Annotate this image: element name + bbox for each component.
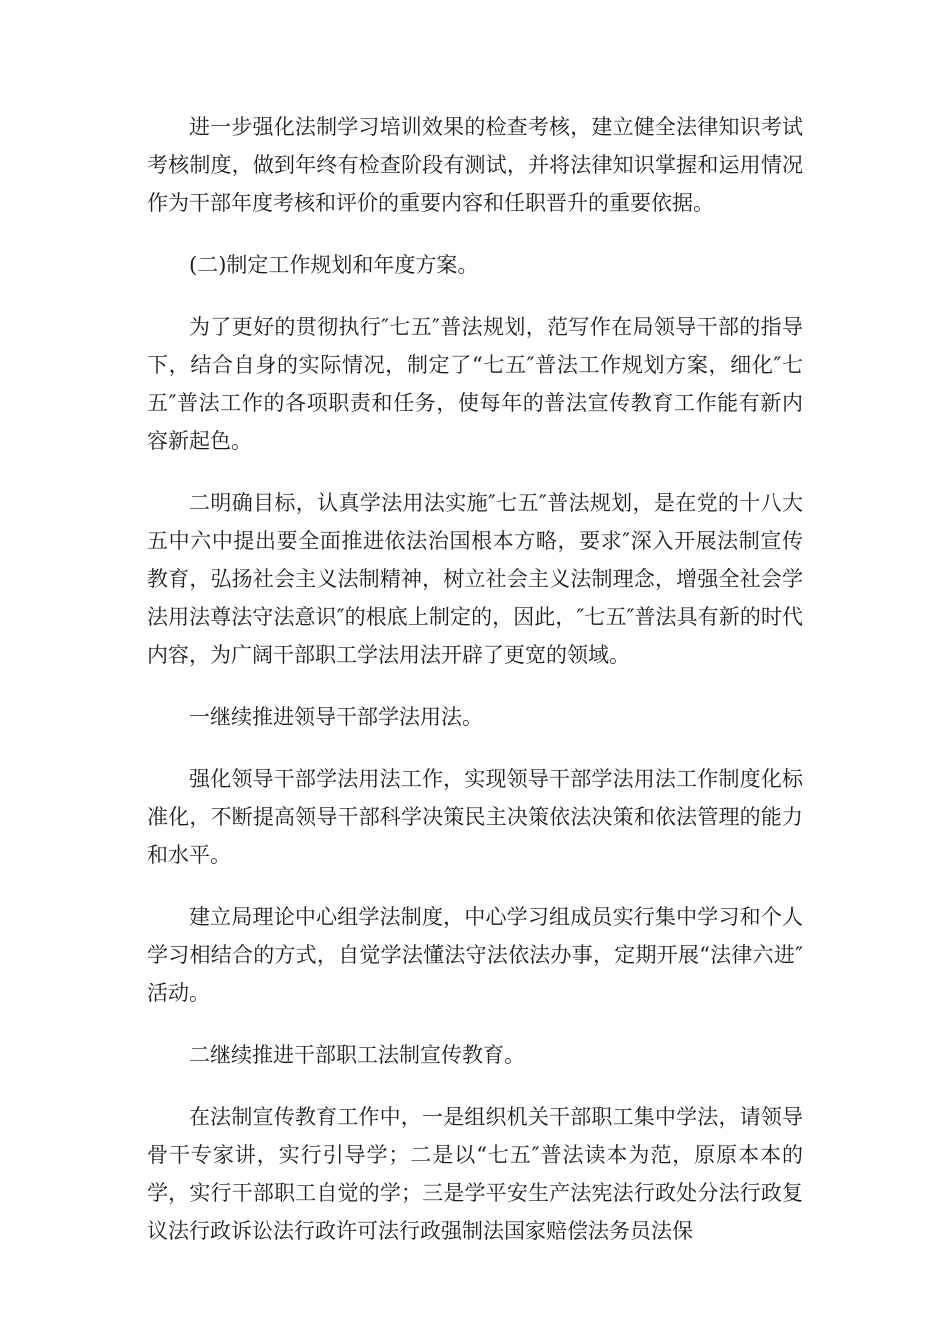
section-heading-2: (二)制定工作规划和年度方案。	[189, 253, 479, 277]
section-heading-5: 一继续推进领导干部学法用法。	[189, 705, 483, 729]
paragraph-7: 建立局理论中心组学法制度，中心学习组成员实行集中学习和个人学习相结合的方式，自觉学法懂法守法依法办事，定期开展“法律六进″活动。	[147, 905, 803, 1005]
paragraph-6: 强化领导干部学法用法工作，实现领导干部学法用法工作制度化标准化，不断提高领导干部科学决策民主决策依法决策和依法管理的能力和水平。	[147, 767, 803, 867]
section-heading-8: 二继续推进干部职工法制宣传教育。	[189, 1043, 525, 1067]
paragraph-4: 二明确目标，认真学法用法实施″七五″普法规划，是在党的十八大五中六中提出要全面推进依法治国根本方略，要求″深入开展法制宣传教育，弘扬社会主义法制精神，树立社会主义法制理念，增强全社会学法用法尊法守法意识″的根底上制定的，因此，″七五″普法具有新的时代内容，为广阔干部职工学法用法开辟了更宽的领域。	[147, 491, 803, 667]
paragraph-1: 进一步强化法制学习培训效果的检查考核，建立健全法律知识考试考核制度，做到年终有检查阶段有测试，并将法律知识掌握和运用情况作为干部年度考核和评价的重要内容和任职晋升的重要依据。	[147, 115, 803, 215]
paragraph-9: 在法制宣传教育工作中，一是组织机关干部职工集中学法，请领导骨干专家讲，实行引导学；二是以“七五″普法读本为范，原原本本的学，实行干部职工自觉的学；三是学平安生产法宪法行政处分法行政复议法行政诉讼法行政许可法行政强制法国家赔偿法务员法保	[147, 1105, 803, 1243]
paragraph-3: 为了更好的贯彻执行″七五″普法规划，范写作在局领导干部的指导下，结合自身的实际情况，制定了“七五″普法工作规划方案，细化″七五″普法工作的各项职责和任务，使每年的普法宣传教育工作能有新内容新起色。	[147, 315, 803, 453]
